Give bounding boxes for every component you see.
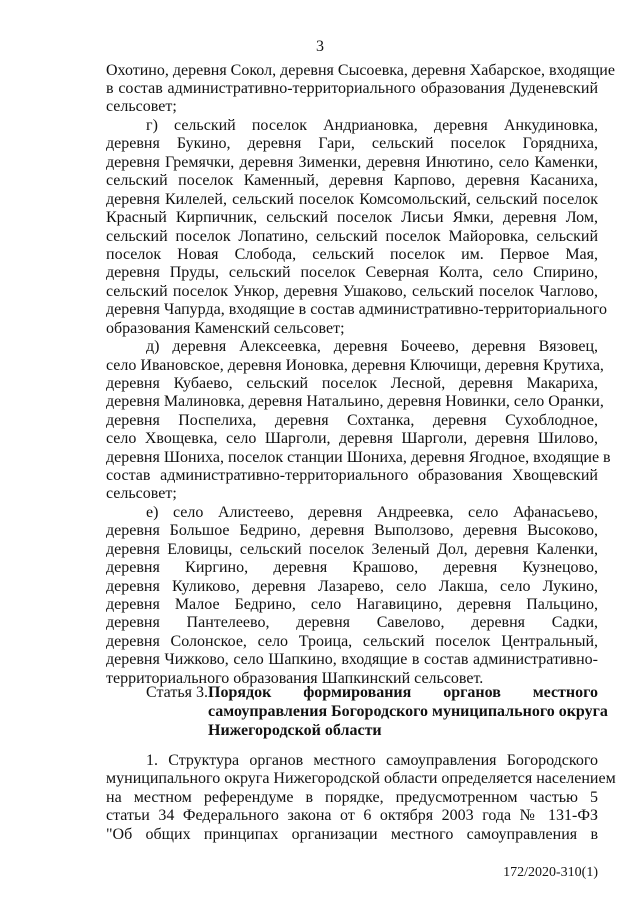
paragraph-line: на местном референдуме в порядке, предусмотренном частью 5 — [106, 789, 598, 806]
body-line: сельсовет; — [106, 485, 177, 502]
body-line: деревня Шониха, поселок станции Шониха, деревня Ягодное, входящие в — [106, 449, 611, 466]
body-line: деревня Чижково, село Шапкино, входящие в состав административно- — [106, 651, 598, 668]
body-line: деревня Киргино, деревня Крашово, деревня Кузнецово, — [106, 559, 598, 576]
body-line: село Ивановское, деревня Ионовка, деревня Ключищи, деревня Крутиха, — [106, 357, 604, 374]
paragraph-line: "Об общих принципах организации местного самоуправления в — [106, 826, 598, 843]
body-line: деревня Чапурда, входящие в состав административно-территориального — [106, 301, 607, 318]
paragraph-line: муниципального округа Нижегородской области определяется населением — [106, 770, 616, 787]
article-title-line: Порядок формирования органов местного — [208, 684, 598, 701]
article-title — [208, 683, 608, 740]
paragraph-line: 1. Структура органов местного самоуправления Богородского — [146, 752, 598, 769]
body-line: деревня Поспелиха, деревня Сохтанка, деревня Сухоблодное, — [106, 412, 598, 429]
page-number: 3 — [316, 38, 324, 55]
body-line: сельский поселок Ункор, деревня Ушаково, сельский поселок Чаглово, — [106, 283, 598, 300]
body-line: состав административно-территориального образования Хвощевский — [106, 467, 598, 484]
body-line: деревня Солонское, село Троица, сельский поселок Центральный, — [106, 633, 598, 650]
body-line: территориального образования Шапкинский сельсовет. — [106, 670, 484, 687]
body-line: сельский поселок Каменный, деревня Карпово, деревня Касаниха, — [106, 172, 598, 189]
body-line: в состав административно-территориального образования Дуденевский — [106, 80, 598, 97]
article-label: Статья 3. — [146, 684, 208, 701]
body-line: деревня Пруды, сельский поселок Северная Колта, село Спирино, — [106, 264, 598, 281]
body-line: деревня Большое Бедрино, деревня Выползово, деревня Высоково, — [106, 522, 598, 539]
body-line: деревня Малое Бедрино, село Нагавицино, деревня Пальцино, — [106, 596, 598, 613]
body-line: деревня Малиновка, деревня Натальино, деревня Новинки, село Оранки, — [106, 393, 604, 410]
body-line: сельсовет; — [106, 98, 177, 115]
body-line: сельский поселок Лопатино, сельский поселок Майоровка, сельский — [106, 228, 598, 245]
body-line: деревня Пантелеево, деревня Савелово, деревня Садки, — [106, 614, 598, 631]
body-line: село Хвощевка, село Шарголи, деревня Шарголи, деревня Шилово, — [106, 430, 598, 447]
body-line: Охотино, деревня Сокол, деревня Сысоевка, деревня Хабарское, входящие — [106, 62, 615, 79]
body-line: деревня Килелей, сельский поселок Комсомольский, сельский поселок — [106, 191, 598, 208]
article-title-line: Нижегородской области — [208, 722, 382, 739]
body-line: деревня Букино, деревня Гари, сельский поселок Горядниха, — [106, 135, 598, 152]
body-line: деревня Кубаево, сельский поселок Лесной, деревня Макариха, — [106, 375, 598, 392]
body-line: образования Каменский сельсовет; — [106, 320, 345, 337]
body-line: деревня Еловицы, сельский поселок Зеленый Дол, деревня Каленки, — [106, 541, 598, 558]
paragraph-line: статьи 34 Федерального закона от 6 октября 2003 года № 131-ФЗ — [106, 807, 598, 824]
body-line: д) деревня Алексеевка, деревня Бочеево, деревня Вязовец, — [146, 338, 598, 355]
body-line: Красный Кирпичник, сельский поселок Лисьи Ямки, деревня Лом, — [106, 209, 598, 226]
body-line: поселок Новая Слобода, сельский поселок им. Первое Мая, — [106, 246, 598, 263]
body-line: г) сельский поселок Андриановка, деревня Анкудиновка, — [146, 117, 598, 134]
article-title-line: самоуправления Богородского муниципального округа — [208, 703, 608, 720]
body-line: деревня Гремячки, деревня Зименки, деревня Инютино, село Каменки, — [106, 154, 598, 171]
document-code: 172/2020-310(1) — [503, 865, 598, 880]
body-line: е) село Алистеево, деревня Андреевка, село Афанасьево, — [146, 504, 598, 521]
body-line: деревня Куликово, деревня Лазарево, село Лакша, село Лукино, — [106, 578, 598, 595]
